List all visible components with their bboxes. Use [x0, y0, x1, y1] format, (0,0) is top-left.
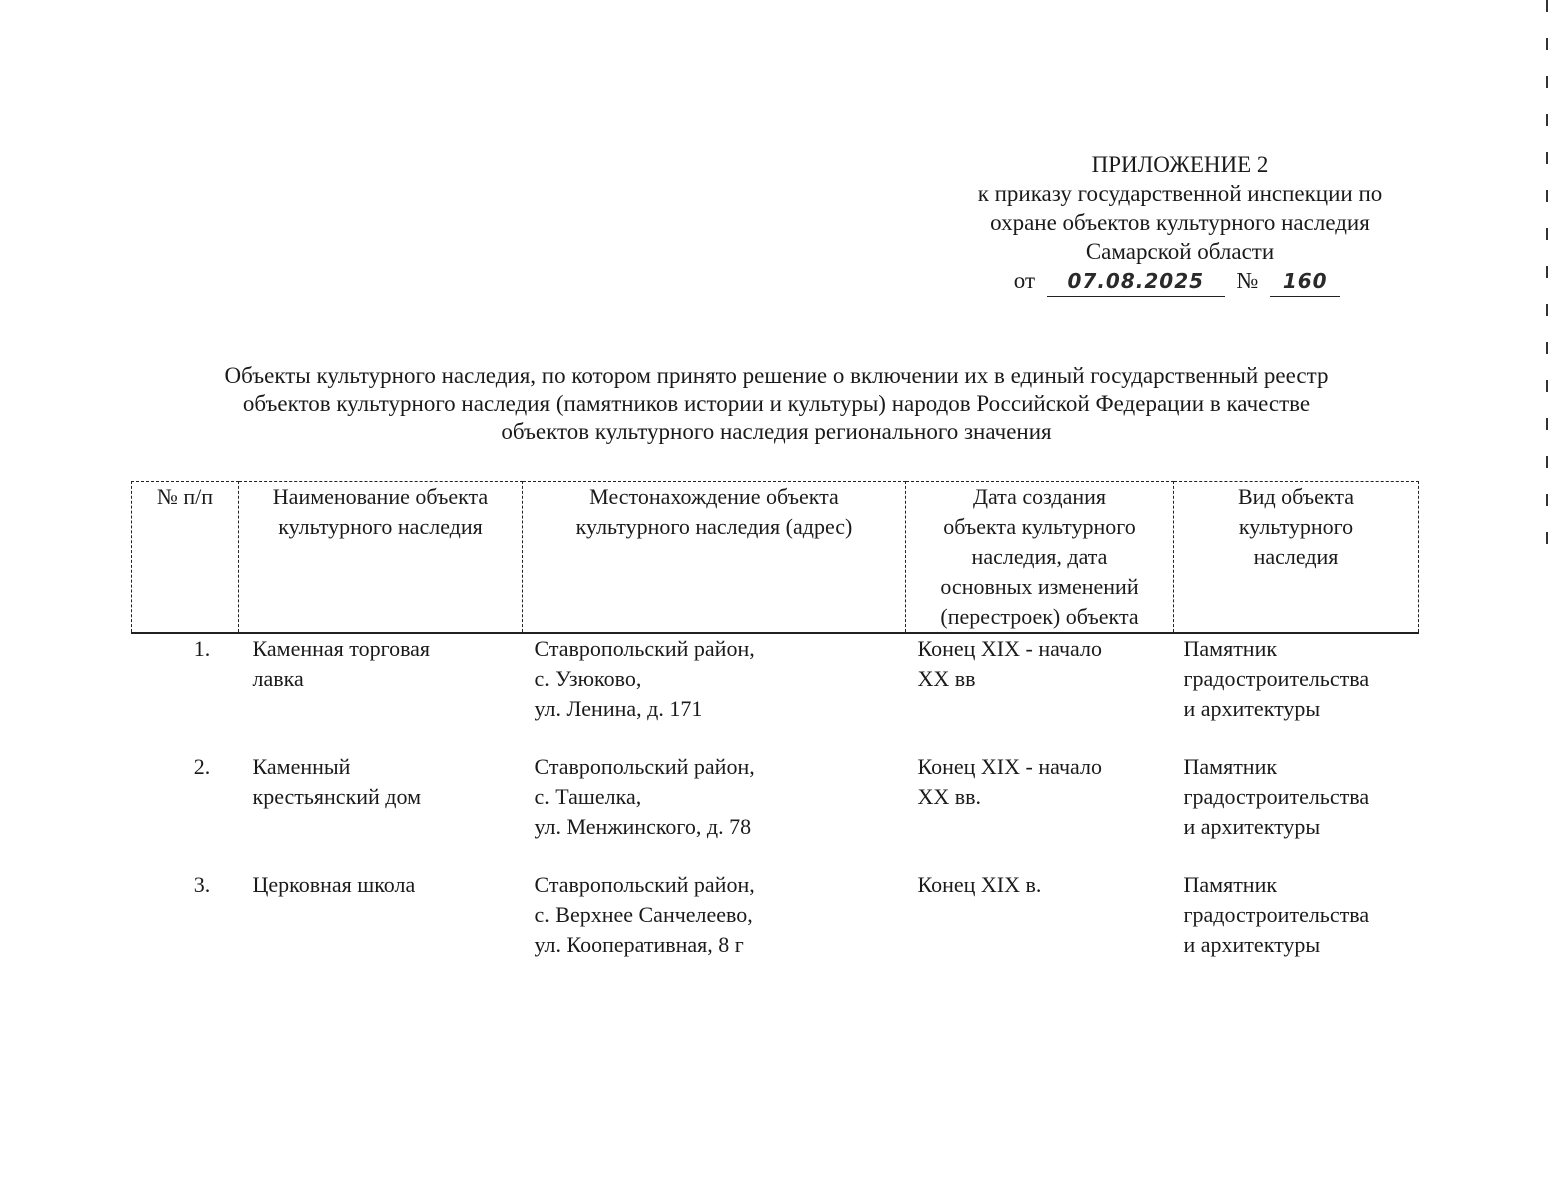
- cell-line: Ставропольский район,: [534, 872, 755, 897]
- object-date: [906, 870, 1174, 988]
- header-name: [239, 482, 523, 634]
- table-header-row: [132, 482, 1419, 634]
- date-field: [1047, 266, 1225, 297]
- cell-line: с. Узюково,: [534, 666, 642, 691]
- cell-line: ул. Менжинского, д. 78: [534, 814, 752, 839]
- header-line: Наименование объекта: [272, 484, 489, 509]
- cell-line: Каменная торговая: [252, 636, 431, 661]
- heritage-objects-table: [131, 481, 1419, 988]
- cell-line: с. Ташелка,: [534, 784, 642, 809]
- row-number: 3.: [193, 872, 211, 897]
- header-line: Местонахождение объекта: [589, 484, 839, 509]
- object-address: [523, 633, 906, 752]
- row-number: 1.: [193, 636, 211, 661]
- header-line: № п/п: [156, 484, 214, 509]
- cell-line: ул. Ленина, д. 171: [534, 696, 703, 721]
- cell-line: крестьянский дом: [252, 784, 422, 809]
- cell-line: и архитектуры: [1183, 814, 1321, 839]
- scan-edge-marks: [1546, 0, 1548, 560]
- header-line: наследия: [1253, 544, 1339, 569]
- annex-title: ПРИЛОЖЕНИЕ 2: [1091, 152, 1269, 177]
- cell-line: Каменный: [252, 754, 351, 779]
- annex-line-3: Самарской области: [1085, 239, 1275, 264]
- cell-line: Памятник: [1183, 636, 1278, 661]
- number-prefix: №: [1236, 268, 1259, 293]
- header-line: Вид объекта: [1238, 484, 1354, 509]
- cell-line: Церковная школа: [252, 872, 416, 897]
- header-line: культурного наследия (адрес): [575, 514, 853, 539]
- annex-line-2: охране объектов культурного наследия: [990, 210, 1370, 235]
- header-line: культурного наследия: [278, 514, 483, 539]
- cell-line: Ставропольский район,: [534, 754, 755, 779]
- cell-line: градостроительства: [1183, 902, 1370, 927]
- header-line: культурного: [1238, 514, 1354, 539]
- annex-line-1: к приказу государственной инспекции по: [977, 181, 1383, 206]
- cell-line: Памятник: [1183, 754, 1278, 779]
- object-name: [239, 752, 523, 870]
- cell-line: и архитектуры: [1183, 696, 1321, 721]
- object-date: [906, 633, 1174, 752]
- object-kind: [1174, 752, 1419, 870]
- table-row: [132, 870, 1419, 988]
- object-name: [239, 870, 523, 988]
- date-prefix: от: [1013, 268, 1036, 293]
- object-date: [906, 752, 1174, 870]
- cell-line: Памятник: [1183, 872, 1278, 897]
- annex-date-line: [900, 266, 1460, 297]
- table-row: [132, 633, 1419, 752]
- object-kind: [1174, 870, 1419, 988]
- row-number: 2.: [193, 754, 211, 779]
- cell-line: XX вв: [917, 666, 976, 691]
- document-title: [100, 362, 1453, 446]
- title-line-2: объектов культурного наследия (памятников истории и культуры) народов Российской Федерации в качестве: [242, 391, 1311, 416]
- cell-line: градостроительства: [1183, 784, 1370, 809]
- cell-line: Конец XIX - начало: [917, 754, 1102, 779]
- header-line: объекта культурного: [943, 514, 1136, 539]
- cell-line: Конец XIX в.: [917, 872, 1042, 897]
- handwritten-date: 07.08.2025: [1067, 269, 1205, 293]
- cell-line: XX вв.: [917, 784, 982, 809]
- header-line: основных изменений: [940, 574, 1139, 599]
- annex-block: [900, 150, 1460, 297]
- header-address: [523, 482, 906, 634]
- number-field: [1270, 266, 1340, 297]
- object-kind: [1174, 633, 1419, 752]
- header-line: Дата создания: [972, 484, 1107, 509]
- header-line: наследия, дата: [971, 544, 1108, 569]
- cell-line: ул. Кооперативная, 8 г: [534, 932, 744, 957]
- header-number: [132, 482, 239, 634]
- object-address: [523, 870, 906, 988]
- cell-line: и архитектуры: [1183, 932, 1321, 957]
- table-row: [132, 752, 1419, 870]
- cell-line: лавка: [252, 666, 304, 691]
- cell-line: градостроительства: [1183, 666, 1370, 691]
- header-date: [906, 482, 1174, 634]
- title-line-1: Объекты культурного наследия, по котором принято решение о включении их в единый государственный реестр: [224, 363, 1329, 388]
- handwritten-number: 160: [1282, 269, 1328, 293]
- cell-line: Конец XIX - начало: [917, 636, 1102, 661]
- object-name: [239, 633, 523, 752]
- title-line-3: объектов культурного наследия регионального значения: [501, 419, 1052, 444]
- cell-line: с. Верхнее Санчелеево,: [534, 902, 753, 927]
- header-line: (перестроек) объекта: [940, 604, 1139, 629]
- header-kind: [1174, 482, 1419, 634]
- cell-line: Ставропольский район,: [534, 636, 755, 661]
- object-address: [523, 752, 906, 870]
